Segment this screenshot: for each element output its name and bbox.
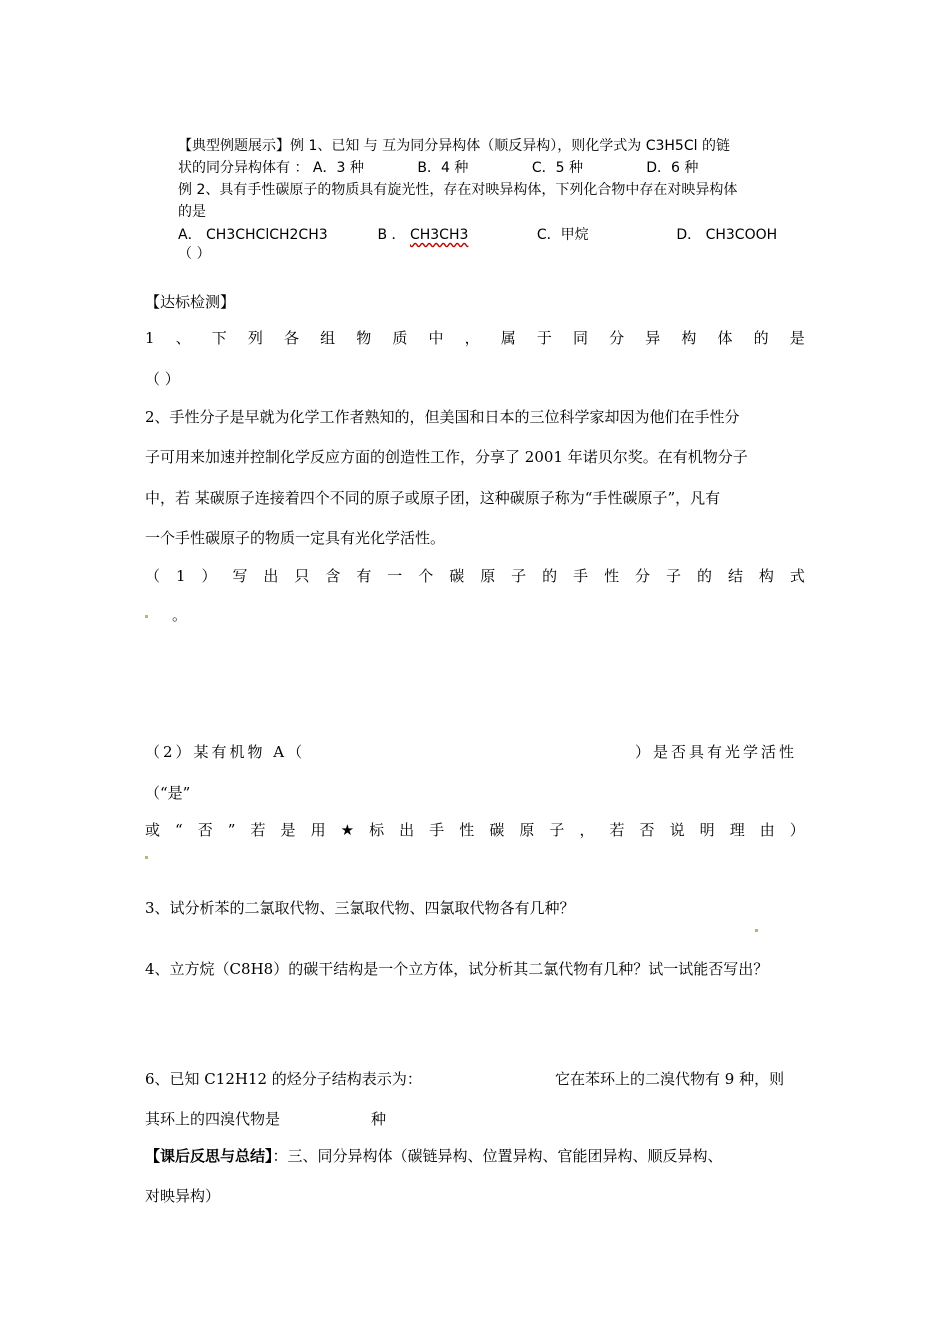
q1-char: 下: [211, 329, 227, 347]
question2-line1: 2、手性分子是早就为化学工作者熟知的，但美国和日本的三位科学家却因为他们在手性分: [145, 408, 740, 426]
q1-char: 异: [645, 329, 661, 347]
q1-char: 中: [428, 329, 444, 347]
q1-char: 同: [573, 329, 589, 347]
sub2-char: 或: [145, 821, 161, 839]
sub1-char: ）: [201, 567, 217, 585]
sub2-char: 用: [310, 821, 326, 839]
sub2-char: 出: [399, 821, 415, 839]
sub2-char: 标: [369, 821, 385, 839]
scan-speck: [755, 929, 758, 932]
sub2-char: ”: [227, 821, 236, 839]
sub2-char: 是: [280, 821, 296, 839]
sub1-char: 的: [542, 567, 558, 585]
sub2-char: 性: [459, 821, 475, 839]
question2-sub2-paren: （“是”: [145, 784, 191, 802]
sub2-char: 说: [669, 821, 685, 839]
example2-line1: 例 2、具有手性碳原子的物质具有旋光性，存在对映异构体，下列化合物中存在对映异构体: [178, 182, 738, 198]
example2-answer-blank: （ ）: [178, 246, 211, 262]
scan-speck: [145, 615, 148, 618]
sub1-char: 式: [789, 567, 805, 585]
sub1-char: 分: [635, 567, 651, 585]
sub2-char: ）: [789, 821, 805, 839]
summary-line1: [145, 1145, 723, 1167]
sub1-char: 手: [573, 567, 589, 585]
example2-option-b-prefix: B ．: [377, 227, 406, 243]
sub1-char: 个: [418, 567, 434, 585]
example2-option-d: D． CH3COOH: [676, 227, 778, 243]
summary-label: 【课后反思与总结】: [145, 1147, 273, 1165]
summary-line2: 对映异构）: [145, 1187, 221, 1205]
question2-line4: 一个手性碳原子的物质一定具有光化学活性。: [145, 529, 446, 547]
q1-char: 物: [356, 329, 372, 347]
example1-option-c: C．5 种: [531, 160, 583, 176]
sub1-char: 原: [480, 567, 496, 585]
question6-line2-right: 种: [371, 1110, 387, 1128]
question4-line: 4、立方烷（C8H8）的碳干结构是一个立方体，试分析其二氯代物有几种？试一试能否写出？: [145, 960, 769, 978]
sub2-char: 若: [250, 821, 266, 839]
scan-speck: [145, 856, 148, 859]
example2-line2: 的是: [178, 204, 206, 220]
q1-char: 属: [500, 329, 516, 347]
sub2-char: 子: [549, 821, 565, 839]
sub2-char: 否: [639, 821, 655, 839]
q1-char: ，: [464, 329, 480, 347]
sub2-char: “: [175, 821, 183, 839]
q1-char: 列: [247, 329, 263, 347]
sub1-char: 写: [232, 567, 248, 585]
q1-char: 构: [681, 329, 697, 347]
question1-answer-blank: （ ）: [145, 370, 180, 388]
question1-line: [145, 327, 805, 349]
sub2-char: 原: [519, 821, 535, 839]
sub1-char: 含: [325, 567, 341, 585]
q1-char: 是: [789, 329, 805, 347]
q1-char: 、: [175, 329, 191, 347]
q1-char: 1: [145, 329, 155, 347]
question2-line3: 中，若 某碳原子连接着四个不同的原子或原子团，这种碳原子称为“手性碳原子”，凡有: [145, 489, 721, 507]
question2-sub1-line: [145, 565, 805, 587]
q1-char: 于: [536, 329, 552, 347]
question6-line2-left: 其环上的四溴代物是: [145, 1110, 281, 1128]
sub1-char: 一: [387, 567, 403, 585]
sub1-char: （: [145, 567, 161, 585]
example1-line1: 【典型例题展示】例 1、已知 与 互为同分异构体（顺反异构），则化学式为 C3H5Cl 的链: [178, 138, 730, 154]
q1-char: 各: [284, 329, 300, 347]
question2-line2: 子可用来加速并控制化学反应方面的创造性工作，分享了 2001 年诺贝尔奖。在有机物分子: [145, 448, 748, 466]
sub1-char: 碳: [449, 567, 465, 585]
example2-option-a: A． CH3CHClCH2CH3: [178, 227, 328, 243]
sub1-char: 子: [511, 567, 527, 585]
question3-line: 3、试分析苯的二氯取代物、三氯取代物、四氯取代物各有几种？: [145, 899, 575, 917]
sub1-char: 性: [604, 567, 620, 585]
question2-sub2-left: （2）某有机物 A（: [145, 743, 306, 761]
sub2-char: 碳: [489, 821, 505, 839]
sub2-char: 由: [759, 821, 775, 839]
sub1-char: 1: [175, 567, 186, 585]
sub2-char: 理: [729, 821, 745, 839]
q1-char: 组: [320, 329, 336, 347]
sub2-char: 明: [699, 821, 715, 839]
question2-sub1-end: 。: [172, 606, 188, 624]
example1-option-d: D．6 种: [646, 160, 699, 176]
sub2-char: 手: [429, 821, 445, 839]
sub1-char: 只: [294, 567, 310, 585]
q1-char: 体: [717, 329, 733, 347]
question2-sub2-right: ）是否具有光学活性: [635, 743, 798, 761]
example2-option-b-formula: CH3CH3: [409, 227, 469, 243]
question6-right: 它在苯环上的二溴代物有 9 种，则: [555, 1070, 785, 1088]
sub1-char: 的: [696, 567, 712, 585]
question6-left: 6、已知 C12H12 的烃分子结构表示为：: [145, 1070, 422, 1088]
sub1-char: 结: [727, 567, 743, 585]
example2-option-b: [377, 225, 532, 245]
sub1-char: 构: [758, 567, 774, 585]
example1-lead: 状的同分异构体有 ：: [178, 160, 309, 176]
sub1-char: 出: [263, 567, 279, 585]
example1-option-b: B．4 种: [417, 160, 469, 176]
star-icon: ★: [340, 821, 355, 839]
example1-options-line: [178, 158, 698, 178]
sub2-char: 否: [197, 821, 213, 839]
q1-char: 质: [392, 329, 408, 347]
section-heading-dabiao: 【达标检测】: [145, 293, 236, 311]
example1-option-a: A．3 种: [312, 160, 364, 176]
sub1-char: 有: [356, 567, 372, 585]
sub2-char: ，: [579, 821, 595, 839]
example2-options-line: [178, 225, 777, 245]
sub2-char: 若: [609, 821, 625, 839]
summary-text: ：三、同分异构体（碳链异构、位置异构、官能团异构、顺反异构、: [272, 1147, 723, 1165]
q1-char: 的: [753, 329, 769, 347]
question2-sub2-line2: [145, 819, 805, 841]
q1-char: 分: [609, 329, 625, 347]
example2-option-c: C．甲烷: [536, 227, 589, 243]
sub1-char: 子: [666, 567, 682, 585]
